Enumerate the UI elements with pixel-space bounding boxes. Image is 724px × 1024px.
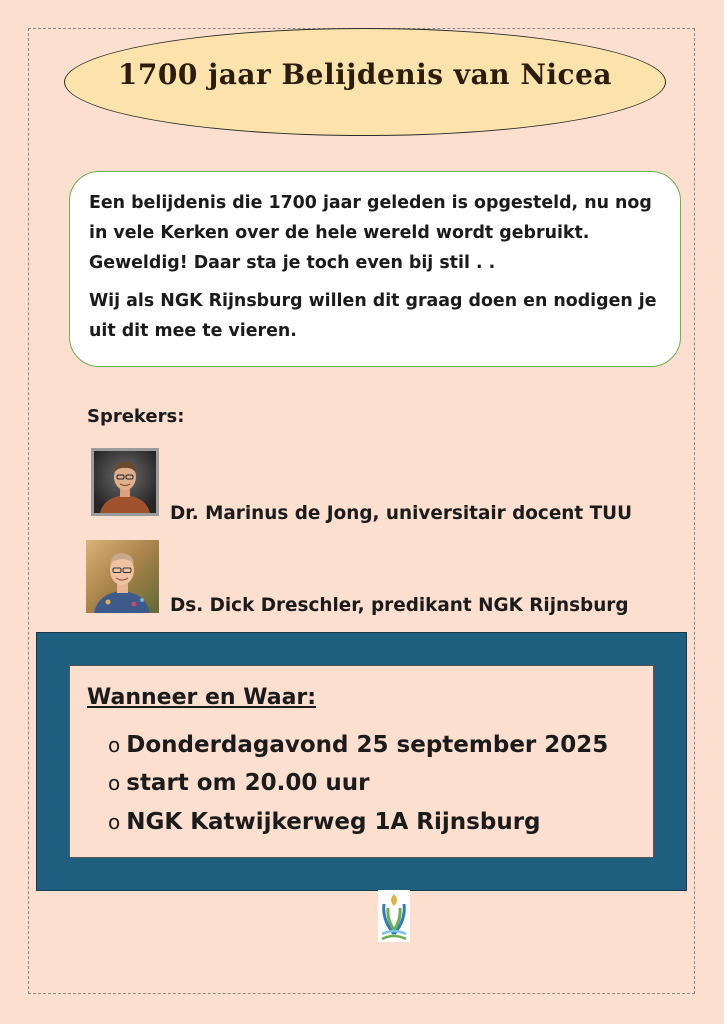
info-item-label: Donderdagavond 25 september 2025	[126, 732, 609, 758]
speaker-photo-1	[91, 448, 159, 516]
info-item-label: NGK Katwijkerweg 1A Rijnsburg	[126, 809, 541, 835]
info-item-label: start om 20.00 uur	[126, 770, 370, 796]
intro-paragraph-1: Een belijdenis die 1700 jaar geleden is opgesteld, nu nog in vele Kerken over de hele wereld wordt gebruikt. Geweldig! Daar sta je toch even bij stil . .	[89, 193, 652, 273]
bullet-icon: o	[108, 733, 121, 757]
info-item-date	[108, 732, 608, 758]
info-heading: Wanneer en Waar:	[87, 685, 317, 710]
bullet-icon: o	[108, 771, 121, 795]
ngk-logo-icon	[378, 890, 410, 942]
speaker-name-2: Ds. Dick Dreschler, predikant NGK Rijnsburg	[170, 595, 629, 616]
intro-paragraph-2: Wij als NGK Rijnsburg willen dit graag doen en nodigen je uit dit mee te vieren.	[89, 291, 657, 341]
page-title: 1700 jaar Belijdenis van Nicea	[117, 58, 613, 91]
speaker-photo-2	[86, 540, 159, 613]
bullet-icon: o	[108, 810, 121, 834]
speaker-name-1: Dr. Marinus de Jong, universitair docent TUU	[170, 503, 633, 524]
info-item-location	[108, 809, 541, 835]
info-item-time	[108, 770, 369, 796]
speakers-label: Sprekers:	[87, 406, 185, 427]
intro-box	[69, 171, 681, 367]
